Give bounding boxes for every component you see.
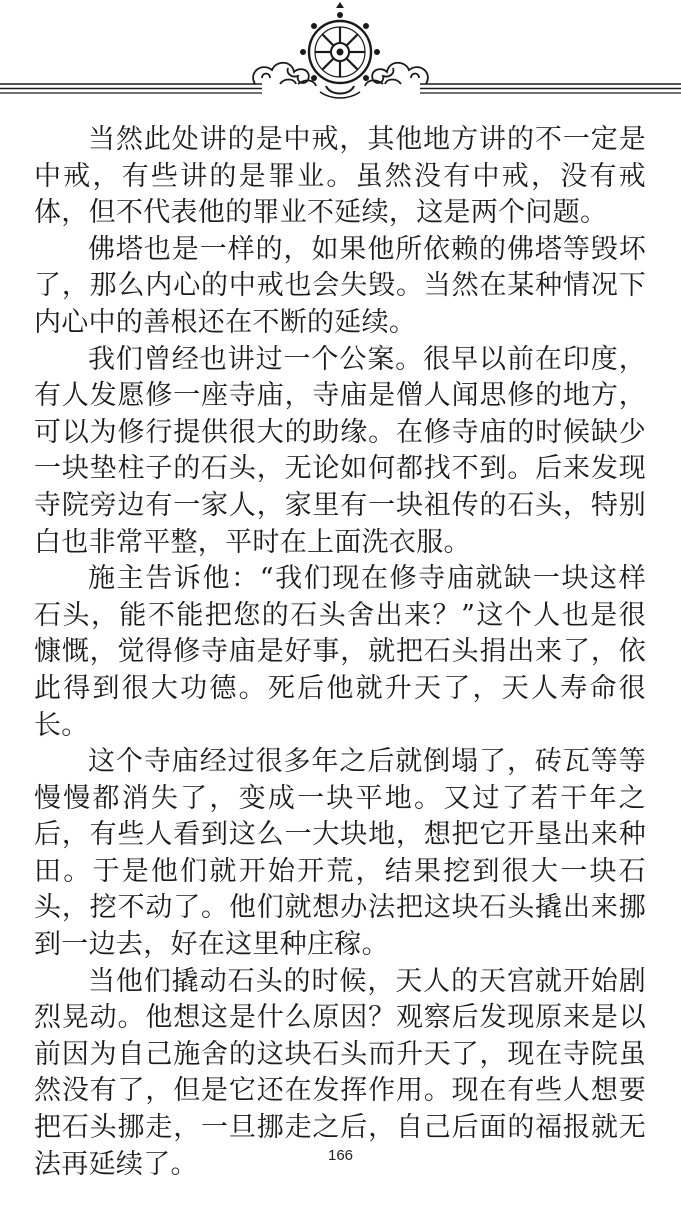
page-number: 166 (327, 1147, 354, 1164)
paragraph: 这个寺庙经过很多年之后就倒塌了，砖瓦等等慢慢都消失了，变成一块平地。又过了若干年之后，有些人看到这么一大块地，想把它开垦出来种田。于是他们就开始开荒，结果挖到很大一块石头，挖不动了。他们就想办法把这块石头撬出来挪到一边去，好在这里种庄稼。 (34, 746, 646, 961)
auspicious-cloud-icon (253, 63, 316, 86)
paragraph: 佛塔也是一样的，如果他所依赖的佛塔等毁坏了，那么内心的中戒也会失毁。当然在某种情况下内心中的善根还在不断的延续。 (34, 233, 646, 338)
auspicious-cloud-icon (365, 63, 428, 86)
paragraph: 当然此处讲的是中戒，其他地方讲的不一定是中戒，有些讲的是罪业。虽然没有中戒，没有戒体，但不代表他的罪业不延续，这是两个问题。 (34, 124, 646, 229)
paragraph: 施主告诉他：“我们现在修寺庙就缺一块这样石头，能不能把您的石头舍出来？”这个人也是很慷慨，觉得修寺庙是好事，就把石头捐出来了，依此得到很大功德。死后他就升天了，天人寿命很长。 (34, 563, 646, 741)
header-ornament (0, 0, 681, 110)
header-rule-left (0, 84, 262, 93)
paragraph: 我们曾经也讲过一个公案。很早以前在印度，有人发愿修一座寺庙，寺庙是僧人闻思修的地方，可以为修行提供很大的助缘。在修寺庙的时候缺少一块垫柱子的石头，无论如何都找不到。后来发现寺院旁边有一家人，家里有一块祖传的石头，特别白也非常平整，平时在上面洗衣服。 (34, 343, 646, 558)
paragraph: 当他们撬动石头的时候，天人的天宫就开始剧烈晃动。他想这是什么原因？观察后发现原来是以前因为自己施舍的这块石头而升天了，现在寺院虽然没有了，但是它还在发挥作用。现在有些人想要把石头挪走，一旦挪走之后，自己后面的福报就无法再延续了。 (34, 965, 646, 1180)
body-text (34, 122, 646, 1183)
page-header (0, 0, 681, 110)
dharma-wheel-icon (300, 2, 380, 98)
header-rule-right (420, 84, 681, 93)
